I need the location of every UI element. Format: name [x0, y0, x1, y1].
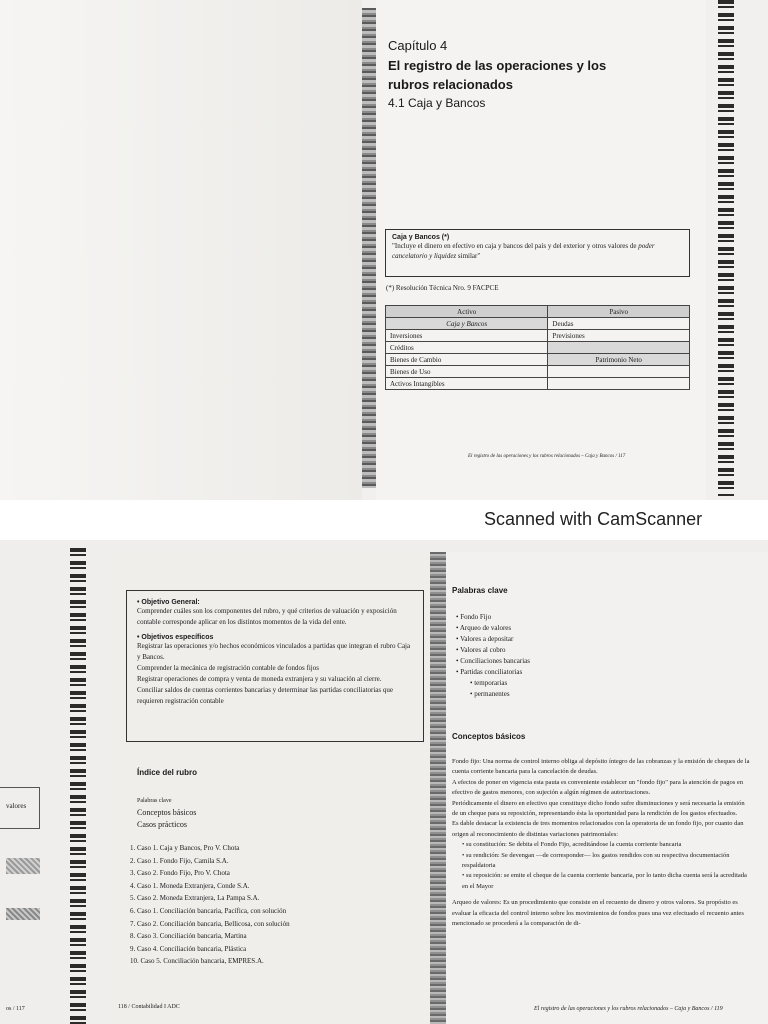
keyword-item: • Conciliaciones bancarias [456, 657, 530, 665]
case-item: 10. Caso 5. Conciliación bancaria, EMPRES.A. [130, 957, 264, 966]
specific-objectives-heading: • Objetivos específicos [137, 634, 214, 641]
table-row: Bienes de Uso [386, 366, 690, 378]
paragraph: A efectos de poner en vigencia esta pauta es conveniente establecer un "fondo fijo" para la atención de pagos en efectivo de gastos menores, con sujeción a algún régimen de autorizaciones. [452, 778, 744, 797]
index-item: Casos prácticos [137, 820, 187, 829]
index-list [137, 795, 196, 831]
paragraph: Periódicamente el dinero en efectivo que constituye dicho fondo sufre disminuciones y será necesaria la emisión de un cheque para su reposición, representando ésta la oportunidad para la rendición de los gastos efectuados. [452, 799, 745, 818]
case-item: 4. Caso 1. Moneda Extranjera, Conde S.A. [130, 881, 250, 890]
definition-text: "Incluye el dinero en efectivo en caja y bancos del país y del exterior y otros valores de poder cancelatorio y liquidez similar" [392, 242, 655, 260]
table-row: Activos Intangibles [386, 378, 690, 390]
keyword-item: • Valores a depositar [456, 635, 514, 643]
specific-objective: Comprender la mecánica de registración contable de fondos fijos [137, 664, 319, 672]
objectives-box [126, 590, 424, 742]
spiral-binding-icon [718, 0, 734, 496]
general-objective-heading: • Objetivo General: [137, 599, 200, 606]
paragraph: • su constitución: Se debita el Fondo Fijo, acreditándose la cuenta corriente bancaria [462, 841, 682, 849]
page-footer: El registro de las operaciones y los rubros relacionados – Caja y Bancos / 117 [468, 454, 626, 459]
keywords-heading: Palabras clave [452, 586, 508, 595]
table-row: Caja y Bancos Deudas [386, 318, 690, 330]
concepts-heading: Conceptos básicos [452, 732, 526, 741]
definition-heading: Caja y Bancos (*) [392, 234, 450, 241]
index-item: Palabras clave [137, 798, 172, 804]
index-heading: Índice del rubro [137, 768, 198, 777]
index-item: Conceptos básicos [137, 808, 197, 817]
paragraph: Es dable destacar la existencia de tres momentos relacionados con la operatoria de un fondo fijo, por cuanto dan origen al reconocimiento de distintas variaciones patrimoniales: [452, 820, 744, 838]
case-item: 1. Caso 1. Caja y Bancos, Pro V. Chota [130, 844, 240, 852]
left-fragment-box: valores [0, 787, 40, 829]
chapter-label: Capítulo 4 [388, 38, 448, 53]
table-header-activo: Activo [386, 306, 548, 318]
book-gutter [362, 8, 376, 488]
concepts-body [452, 757, 752, 930]
paragraph: Arqueo de valores: Es un procedimiento que consiste en el recuento de dinero y otros valores. Su propósito es evaluar la eficacia del control interno sobre los movimientos de fondos pues una vez efectuado el recuento antes mencionado se procederá a la comparación de di- [452, 899, 744, 928]
specific-objective: Registrar operaciones de compra y venta de moneda extranjera y su valuación al cierre. [137, 675, 382, 683]
page-footer: El registro de las operaciones y los rubros relacionados – Caja y Bancos / 119 [534, 1006, 723, 1012]
case-item: 3. Caso 2. Fondo Fijo, Pro V. Chota [130, 869, 230, 878]
keyword-item: • Arqueo de valores [456, 624, 512, 632]
table-row: Créditos [386, 342, 690, 354]
reference-note: (*) Resolución Técnica Nro. 9 FACPCE [386, 284, 499, 292]
paragraph: • su rendición: Se devengan —de corresponder— los gastos rendidos con su respectiva documentación respaldatoria [462, 851, 730, 870]
case-item: 7. Caso 2. Conciliación bancaria, Bellicosa, con solución [130, 919, 290, 928]
page-footer: 118 / Contabilidad I ADC [118, 1004, 180, 1010]
scan-top-spread [0, 0, 768, 500]
cases-list [130, 842, 290, 968]
camscanner-watermark: Scanned with CamScanner [484, 509, 703, 529]
specific-objective: Conciliar saldos de cuentas corrientes bancarias y determinar las partidas conciliatorias que requieren registración contable [137, 686, 393, 705]
keywords-list [456, 612, 530, 700]
keyword-item: • permanentes [470, 690, 510, 698]
keyword-item: • temporarias [470, 679, 508, 687]
specific-objective: Registrar las operaciones y/o hechos económicos vinculados a partidas que integran el rubro Caja y Bancos. [137, 642, 411, 661]
keyword-item: • Valores al cobro [456, 646, 506, 654]
case-item: 2. Caso 1. Fondo Fijo, Camila S.A. [130, 856, 229, 865]
table-header-pasivo: Pasivo [548, 306, 690, 318]
left-fragment-shade [6, 858, 40, 874]
case-item: 9. Caso 4. Conciliación bancaria, Plástica [130, 944, 247, 953]
faded-left-page [0, 0, 362, 500]
case-item: 6. Caso 1. Conciliación bancaria, Pacífica, con solución [130, 906, 287, 915]
section-title: 4.1 Caja y Bancos [388, 96, 486, 110]
keyword-item: • Fondo Fijo [456, 613, 492, 621]
chapter-title: El registro de las operaciones y los rubros relacionados [388, 58, 607, 92]
table-row: Inversiones Previsiones [386, 330, 690, 342]
paragraph: • su reposición: se emite el cheque de la cuenta corriente bancaria, por lo tanto dicha cuenta será la acreditada en el Mayor [462, 872, 747, 890]
table-row: Bienes de Cambio Patrimonio Neto [386, 354, 690, 366]
case-item: 8. Caso 3. Conciliación bancaria, Martina [130, 932, 247, 941]
keyword-item: • Partidas conciliatorias [456, 668, 523, 676]
rubros-table [385, 305, 690, 390]
spiral-binding-icon [70, 548, 86, 1024]
general-objective-text: Comprender cuáles son los componentes del rubro, y qué criterios de valuación y exposición contable corresponde aplicar en los distintos momentos de la vida del ente. [137, 607, 397, 626]
book-gutter [430, 552, 446, 1024]
definition-box [385, 229, 690, 277]
paragraph: Fondo fijo: Una norma de control interno obliga al depósito íntegro de las cobranzas y la emisión de cheques de la cuenta corriente bancaria para la cancelación de deudas. [452, 758, 750, 776]
case-item: 5. Caso 2. Moneda Extranjera, La Pampa S.A. [130, 894, 260, 903]
left-fragment-footer: os / 117 [6, 1006, 25, 1012]
left-fragment-shade [6, 908, 40, 920]
